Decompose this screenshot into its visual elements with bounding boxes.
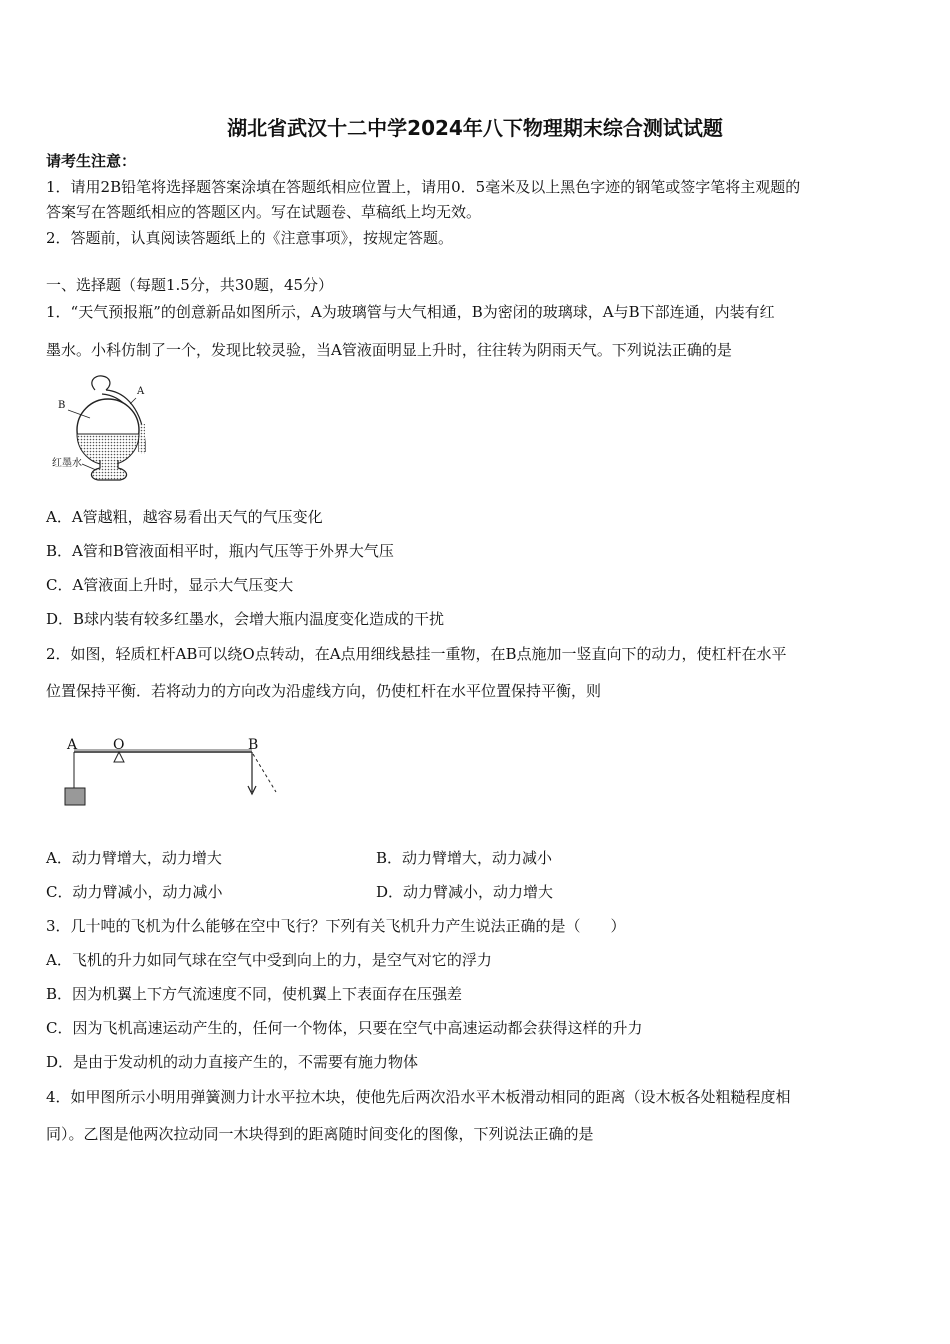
q2-option-a: A．动力臂增大，动力增大 <box>46 849 222 867</box>
q2-option-b: B．动力臂增大，动力减小 <box>376 849 553 867</box>
q1-stem-line-2: 墨水。小科仿制了一个，发现比较灵验，当A管液面明显上升时，往往转为阴雨天气。下列说法正确的是 <box>46 341 732 359</box>
q1-option-b: B．A管和B管液面相平时，瓶内气压等于外界大气压 <box>46 542 394 560</box>
section-heading: 一、选择题（每题1.5分，共30题，45分） <box>46 276 334 294</box>
q3-stem: 3．几十吨的飞机为什么能够在空中飞行？下列有关飞机升力产生说法正确的是（ ） <box>46 917 626 935</box>
q2-figure-label-o: O <box>113 737 125 753</box>
notice-line-3: 2．答题前，认真阅读答题纸上的《注意事项》，按规定答题。 <box>46 229 454 247</box>
q2-figure-label-a: A <box>67 737 78 753</box>
q1-figure-label-a: A <box>137 386 145 397</box>
q2-figure-label-b: B <box>248 737 259 753</box>
q3-option-d: D．是由于发动机的动力直接产生的，不需要有施力物体 <box>46 1053 419 1071</box>
notice-line-1: 1．请用2B铅笔将选择题答案涂填在答题纸相应位置上，请用0．5毫米及以上黑色字迹的钢笔或签字笔将主观题的 <box>46 178 801 196</box>
q3-option-c: C．因为飞机高速运动产生的，任何一个物体，只要在空气中高速运动都会获得这样的升力 <box>46 1019 643 1037</box>
page-title: 湖北省武汉十二中学2024年八下物理期末综合测试试题 <box>227 116 723 140</box>
notice-heading: 请考生注意： <box>46 152 137 170</box>
q2-stem-line-1: 2．如图，轻质杠杆AB可以绕O点转动，在A点用细线悬挂一重物，在B点施加一竖直向下的动力，使杠杆在水平 <box>46 645 787 663</box>
q3-option-b: B．因为机翼上下方气流速度不同，使机翼上下表面存在压强差 <box>46 985 463 1003</box>
q2-option-d: D．动力臂减小，动力增大 <box>376 883 554 901</box>
q2-stem-line-2: 位置保持平衡．若将动力的方向改为沿虚线方向，仍使杠杆在水平位置保持平衡，则 <box>46 682 602 700</box>
q1-option-c: C．A管液面上升时，显示大气压变大 <box>46 576 294 594</box>
q1-option-a: A．A管越粗，越容易看出天气的气压变化 <box>46 508 323 526</box>
q3-option-a: A．飞机的升力如同气球在空气中受到向上的力，是空气对它的浮力 <box>46 951 492 969</box>
q4-stem-line-1: 4．如甲图所示小明用弹簧测力计水平拉木块，使他先后两次沿水平木板滑动相同的距离（设木板各处粗糙程度相 <box>46 1088 791 1106</box>
q1-stem-line-1: 1．“天气预报瓶”的创意新品如图所示，A为玻璃管与大气相通，B为密闭的玻璃球，A与B下部连通，内装有红 <box>46 303 775 321</box>
q2-option-c: C．动力臂减小，动力减小 <box>46 883 223 901</box>
q1-option-d: D．B球内装有较多红墨水，会增大瓶内温度变化造成的干扰 <box>46 610 445 628</box>
q4-stem-line-2: 同）。乙图是他两次拉动同一木块得到的距离随时间变化的图像，下列说法正确的是 <box>46 1125 594 1143</box>
q1-figure-label-b: B <box>58 400 66 411</box>
notice-line-2: 答案写在答题纸相应的答题区内。写在试题卷、草稿纸上均无效。 <box>46 203 482 221</box>
q1-figure-label-ink: 红墨水 <box>52 458 82 469</box>
